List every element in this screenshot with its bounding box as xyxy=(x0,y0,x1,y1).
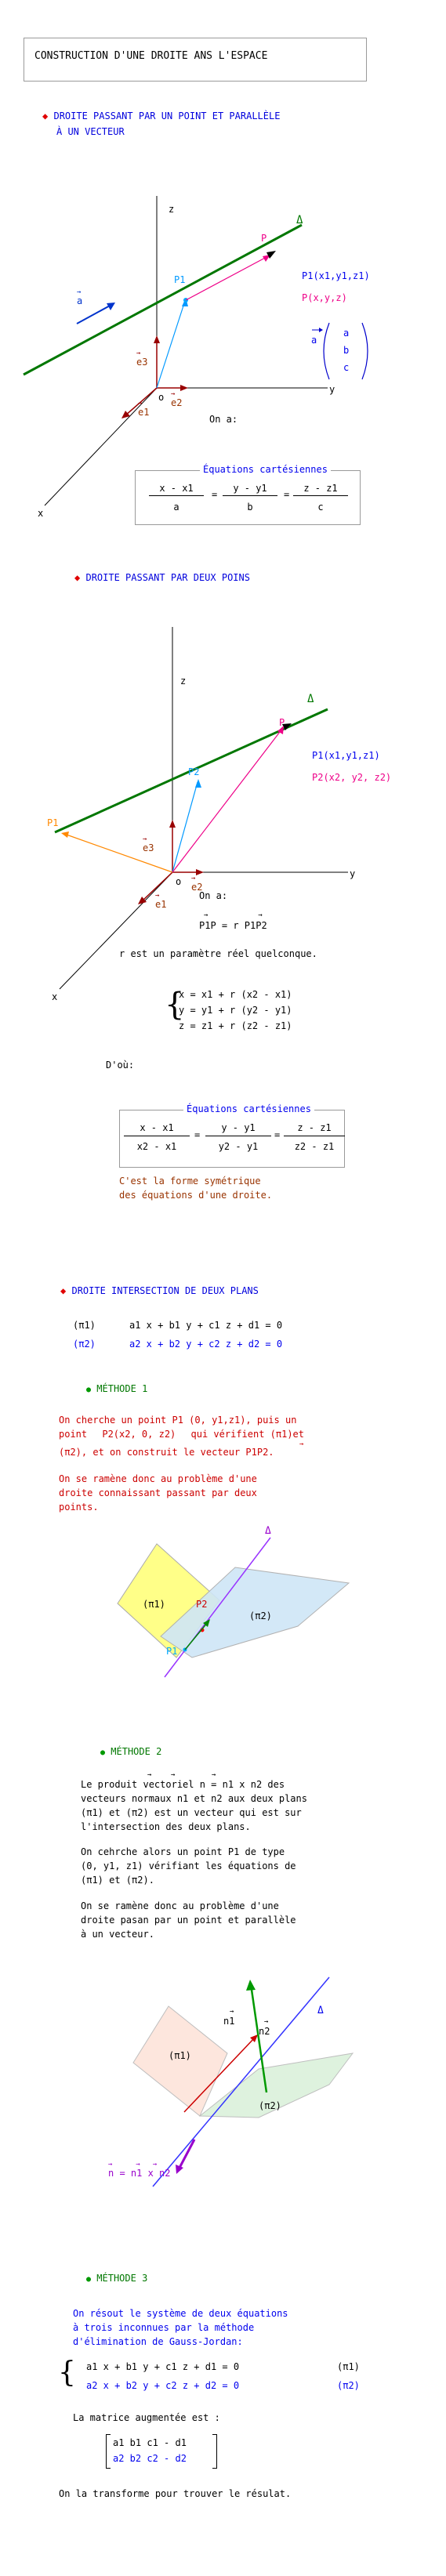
fig1-vec-a: a xyxy=(311,335,317,346)
fig1-delta-label: Δ xyxy=(296,214,303,226)
fig1-a-label: → a xyxy=(77,288,83,306)
fig1-p-coords: P(x,y,z) xyxy=(302,292,347,303)
fig1-e3-label: → e3 xyxy=(136,350,148,368)
fig1-y-label: y xyxy=(329,384,335,395)
section-1-heading: ◆ DROITE PASSANT PAR UN POINT ET PARALLÈLE xyxy=(42,111,281,121)
fig1-x-label: x xyxy=(38,508,44,519)
section-2-heading: ◆ DROITE PASSANT PAR DEUX POINS xyxy=(74,572,250,583)
fig1-o-label: o xyxy=(158,392,165,403)
method-2-heading: ● MÉTHODE 2 xyxy=(100,1746,162,1757)
fig1-e2-label: → e2 xyxy=(171,390,183,408)
section-3-heading: ◆ DROITE INTERSECTION DE DEUX PLANS xyxy=(60,1285,259,1296)
fig1-z-label: z xyxy=(169,204,175,215)
bullet-icon: ◆ xyxy=(74,572,81,583)
method-3-heading: ● MÉTHODE 3 xyxy=(86,2273,148,2284)
section-1-heading-line2: À UN VECTEUR xyxy=(56,126,125,137)
method-1-heading: ● MÉTHODE 1 xyxy=(86,1383,148,1394)
fig1-p-label: P xyxy=(261,233,267,244)
fig1-p1-label: P1 xyxy=(174,274,186,285)
fig1-p1-coords: P1(x1,y1,z1) xyxy=(302,270,370,281)
bullet-icon: ◆ xyxy=(60,1285,67,1296)
bullet-icon: ◆ xyxy=(42,111,49,121)
eq-title-1: Équations cartésiennes xyxy=(200,464,331,475)
on-a-1: On a: xyxy=(209,414,238,425)
vector-equation: P1P = r P1P2 xyxy=(199,920,267,931)
page-title: CONSTRUCTION D'UNE DROITE ANS L'ESPACE xyxy=(34,50,268,62)
fig1-e1-label: → e1 xyxy=(138,400,150,418)
